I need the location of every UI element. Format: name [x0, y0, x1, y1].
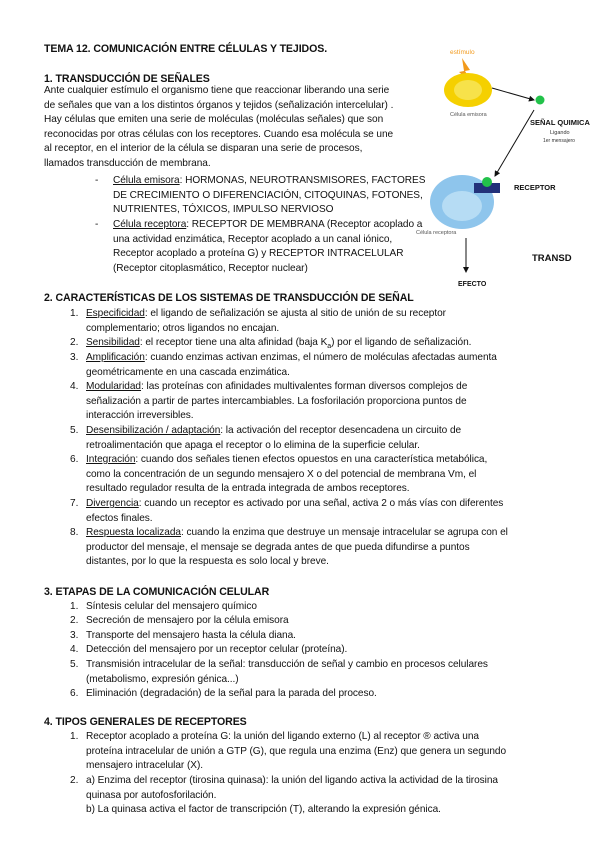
- signal-molecule: [536, 96, 545, 105]
- page-title: TEMA 12. COMUNICACIÓN ENTRE CÉLULAS Y TEJIDOS.: [44, 43, 328, 55]
- intro-line: Ante cualquier estímulo el organismo tiene que reaccionar liberando una serie: [44, 85, 390, 96]
- term: Divergencia: [86, 498, 139, 509]
- transduction-diagram: [410, 36, 590, 296]
- list-item-tirosina-quinasa: a) Enzima del receptor (tirosina quinasa): la unión del ligando activa la actividad de la tirosina quinasa por autofosforilación. b) La quinasa activa el factor de transcripción (T), alterando la expresión génica.: [86, 775, 498, 816]
- list-item-etapa: Síntesis celular del mensajero químico: [86, 601, 257, 612]
- section-1-intro: [44, 84, 414, 172]
- item-number: 2.: [70, 775, 79, 786]
- item-number: 6.: [70, 454, 79, 465]
- bound-ligand: [482, 177, 492, 187]
- item-number: 4.: [70, 644, 79, 655]
- receptor-cell-nucleus: [442, 191, 482, 221]
- item-number: 3.: [70, 630, 79, 641]
- term: Modularidad: [86, 381, 142, 392]
- list-item-divergencia: Divergencia: cuando un receptor es activado por una señal, activa 2 o más vías con diferentes efectos finales.: [86, 498, 504, 524]
- term: Integración: [86, 454, 136, 465]
- item-number: 1.: [70, 731, 79, 742]
- list-dash: -: [95, 175, 99, 186]
- list-item-celula-receptora: Célula receptora: RECEPTOR DE MEMBRANA (Receptor acoplado a una actividad enzimática, Receptor acoplado a un canal iónico, Receptor acoplado a proteína G) y RECEPTOR INTRACELULAR (Receptor citoplasmático, Receptor nuclear): [113, 219, 423, 274]
- section-1-heading: 1. TRANSDUCCIÓN DE SEÑALES: [44, 73, 210, 85]
- item-number: 7.: [70, 498, 79, 509]
- list-item-etapa: Eliminación (degradación) de la señal para la parada del proceso.: [86, 688, 377, 699]
- intro-line: al receptor, en el interior de la célula se disparan una serie de procesos,: [44, 143, 363, 155]
- estimulo-label: estímulo: [450, 49, 475, 56]
- term: Amplificación: [86, 352, 145, 363]
- term: Desensibilización / adaptación: [86, 425, 221, 436]
- item-number: 4.: [70, 381, 79, 392]
- primer-mensajero-label: 1er mensajero: [543, 138, 575, 144]
- list-item-respuesta-localizada: Respuesta localizada: cuando la enzima que destruye un mensaje intracelular se agrupa con el productor del mensaje, el mensaje se degrada antes de que pueda difundirse a puntos distantes, por lo que la respuesta es solo local y breve.: [86, 527, 508, 568]
- item-number: 5.: [70, 659, 79, 670]
- list-item-etapa: Secreción de mensajero por la célula emisora: [86, 615, 289, 626]
- list-item-etapa: Transporte del mensajero hasta la célula diana.: [86, 630, 296, 641]
- item-number: 2.: [70, 337, 79, 348]
- item-number: 1.: [70, 601, 79, 612]
- term: Respuesta localizada: [86, 527, 181, 538]
- section-3-heading: 3. ETAPAS DE LA COMUNICACIÓN CELULAR: [44, 586, 270, 598]
- list-item-sensibilidad: Sensibilidad: el receptor tiene una alta afinidad (baja $K_a$) por el ligando de señalización.: [86, 337, 472, 351]
- list-item-integracion: Integración: cuando dos señales tienen efectos opuestos en una característica metabólica, como la concentración de un segundo mensajero X o del potencial de membrana Vm, el resultado regulador resulta de la entrada integrada de ambos receptores.: [86, 454, 488, 495]
- list-item-receptor-proteina-g: Receptor acoplado a proteína G: la unión del ligando externo (L) al receptor ® activa una proteína intracelular de unión a GTP (G), que regula una enzima (Enz) que genera un segundo mensajero intracelular (X).: [86, 731, 507, 772]
- term: Especificidad: [86, 308, 145, 319]
- item-number: 3.: [70, 352, 79, 363]
- list-item-amplificacion: Amplificación: cuando enzimas activan enzimas, el número de moléculas afectadas aumenta geométricamente en una cascada enzimática.: [86, 352, 497, 378]
- list-item-modularidad: Modularidad: las proteínas con afinidades multivalentes forman diversos complejos de señalización a partir de partes intercambiables. La fosforilación proporciona puntos de interacción irreversibles.: [86, 381, 468, 422]
- item-number: 8.: [70, 527, 79, 538]
- list-item-desensibilizacion: Desensibilización / adaptación: la activación del receptor desencadena un circuito de retroalimentación que apaga el receptor o lo elimina de la superficie celular.: [86, 425, 462, 451]
- intro-line: reconocidas por otras células con los receptores. Cuando esa molécula se une: [44, 128, 394, 140]
- item-number: 1.: [70, 308, 79, 319]
- item-number: 2.: [70, 615, 79, 626]
- list-item-etapa: Transmisión intracelular de la señal: transducción de señal y cambio en procesos celulares (metabolismo, expresión génica...): [86, 659, 488, 685]
- receptor-label: RECEPTOR: [514, 183, 556, 192]
- list-item-etapa: Detección del mensajero por un receptor celular (proteína).: [86, 644, 348, 655]
- term: Célula emisora: [113, 175, 180, 186]
- arrow-to-receptor: [495, 110, 534, 176]
- efecto-label: EFECTO: [458, 281, 487, 288]
- list-item-celula-emisora: Célula emisora: HORMONAS, NEUROTRANSMISORES, FACTORES DE CRECIMIENTO O DIFERENCIACIÓN, CITOQUINAS, FOTONES, NUTRIENTES, TÓXICOS, IMPULSO NERVIOSO: [113, 175, 426, 216]
- celula-emisora-label: Célula emisora: [450, 112, 487, 118]
- intro-line: llamados transducción de membrana.: [44, 157, 211, 169]
- arrow-to-signal: [492, 88, 534, 100]
- section-4-heading: 4. TIPOS GENERALES DE RECEPTORES: [44, 716, 247, 728]
- senal-quimica-label: SEÑAL QUIMICA: [530, 118, 590, 127]
- list-dash: -: [95, 219, 99, 230]
- term: Célula receptora: [113, 219, 187, 230]
- ligando-label: Ligando: [550, 130, 570, 136]
- celula-receptora-label: Célula receptora: [416, 230, 457, 236]
- intro-line: de señales que van a los distintos órganos y tejidos (señalización intercelular) .: [44, 99, 394, 111]
- term: Sensibilidad: [86, 337, 140, 348]
- emitting-cell-nucleus: [454, 80, 482, 100]
- transd-label: TRANSD: [532, 253, 572, 264]
- section-2-heading: 2. CARACTERÍSTICAS DE LOS SISTEMAS DE TRANSDUCCIÓN DE SEÑAL: [44, 292, 414, 304]
- list-item-especificidad: Especificidad: el ligando de señalización se ajusta al sitio de unión de su receptor complementario; otros ligandos no encajan.: [86, 308, 446, 334]
- item-number: 5.: [70, 425, 79, 436]
- intro-line: Hay células que emiten una serie de moléculas (moléculas señales) que son: [44, 114, 384, 126]
- item-number: 6.: [70, 688, 79, 699]
